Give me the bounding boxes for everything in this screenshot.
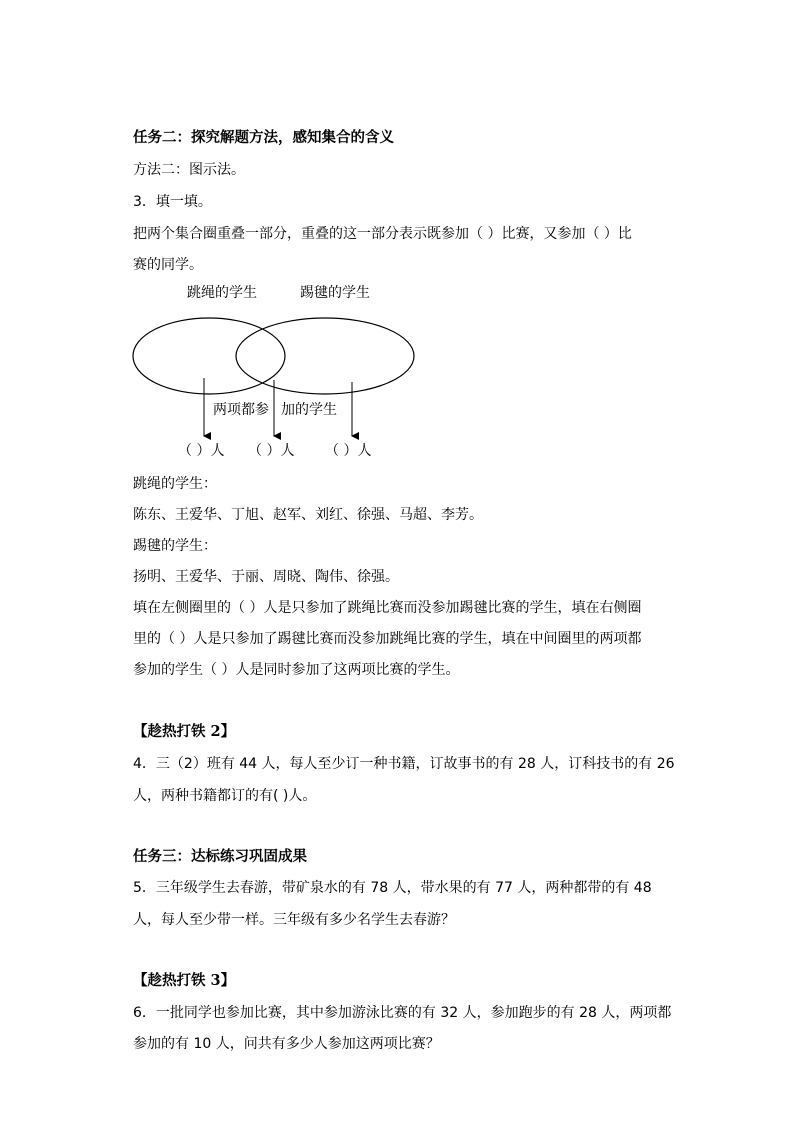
venn-label-left: 跳绳的学生 (187, 285, 257, 301)
jump-rope-names: 陈东、王爱华、丁旭、赵军、刘红、徐强、马超、李芳。 (133, 507, 483, 523)
explain-line1: 填在左侧圈里的（ ）人是只参加了跳绳比赛而没参加踢毽比赛的学生，填在右侧圈 (133, 600, 642, 616)
q4-line2: 人，两种书籍都订的有( )人。 (133, 788, 317, 804)
practice2-heading: 【趁热打铁 2】 (133, 723, 236, 740)
task3-heading: 任务三：达标练习巩固成果 (133, 848, 307, 865)
task2-heading: 任务二：探究解题方法，感知集合的含义 (133, 129, 394, 146)
venn-label-right: 踢毽的学生 (300, 285, 370, 301)
shuttlecock-title: 踢毽的学生： (133, 538, 217, 554)
q5-line2: 人，每人至少带一样。三年级有多少名学生去春游？ (133, 912, 455, 928)
method-text: 方法二：图示法。 (133, 162, 245, 178)
overlap-label-a: 两项都参 (213, 402, 269, 418)
practice3-heading: 【趁热打铁 3】 (133, 972, 236, 989)
venn-right-circle (236, 318, 414, 394)
q6-line1: 6．一批同学也参加比赛，其中参加游泳比赛的有 32 人，参加跑步的有 28 人，两项都 (133, 1005, 672, 1021)
q6-line2: 参加的有 10 人，问共有多少人参加这两项比赛？ (133, 1036, 440, 1052)
q3-text-line2: 赛的同学。 (133, 257, 203, 273)
blank-middle: （ ）人 (248, 443, 295, 459)
q4-line1: 4．三（2）班有 44 人，每人至少订一种书籍，订故事书的有 28 人，订科技书的有 26 (133, 756, 675, 772)
jump-rope-title: 跳绳的学生： (133, 476, 217, 492)
shuttlecock-names: 扬明、王爱华、于丽、周晓、陶伟、徐强。 (133, 569, 399, 585)
blank-right: （ ）人 (325, 443, 372, 459)
overlap-label-b: 加的学生 (281, 402, 337, 418)
explain-line2: 里的（ ）人是只参加了踢毽比赛而没参加跳绳比赛的学生，填在中间圈里的两项都 (133, 631, 642, 647)
q3-text-line1: 把两个集合圈重叠一部分，重叠的这一部分表示既参加（ ）比赛，又参加（ ）比 (133, 226, 632, 242)
q5-line1: 5．三年级学生去春游，带矿泉水的有 78 人，带水果的有 77 人，两种都带的有 48 (133, 880, 652, 896)
q3-title: 3．填一填。 (133, 194, 212, 210)
blank-left: （ ）人 (178, 443, 225, 459)
explain-line3: 参加的学生（ ）人是同时参加了这两项比赛的学生。 (133, 662, 460, 678)
